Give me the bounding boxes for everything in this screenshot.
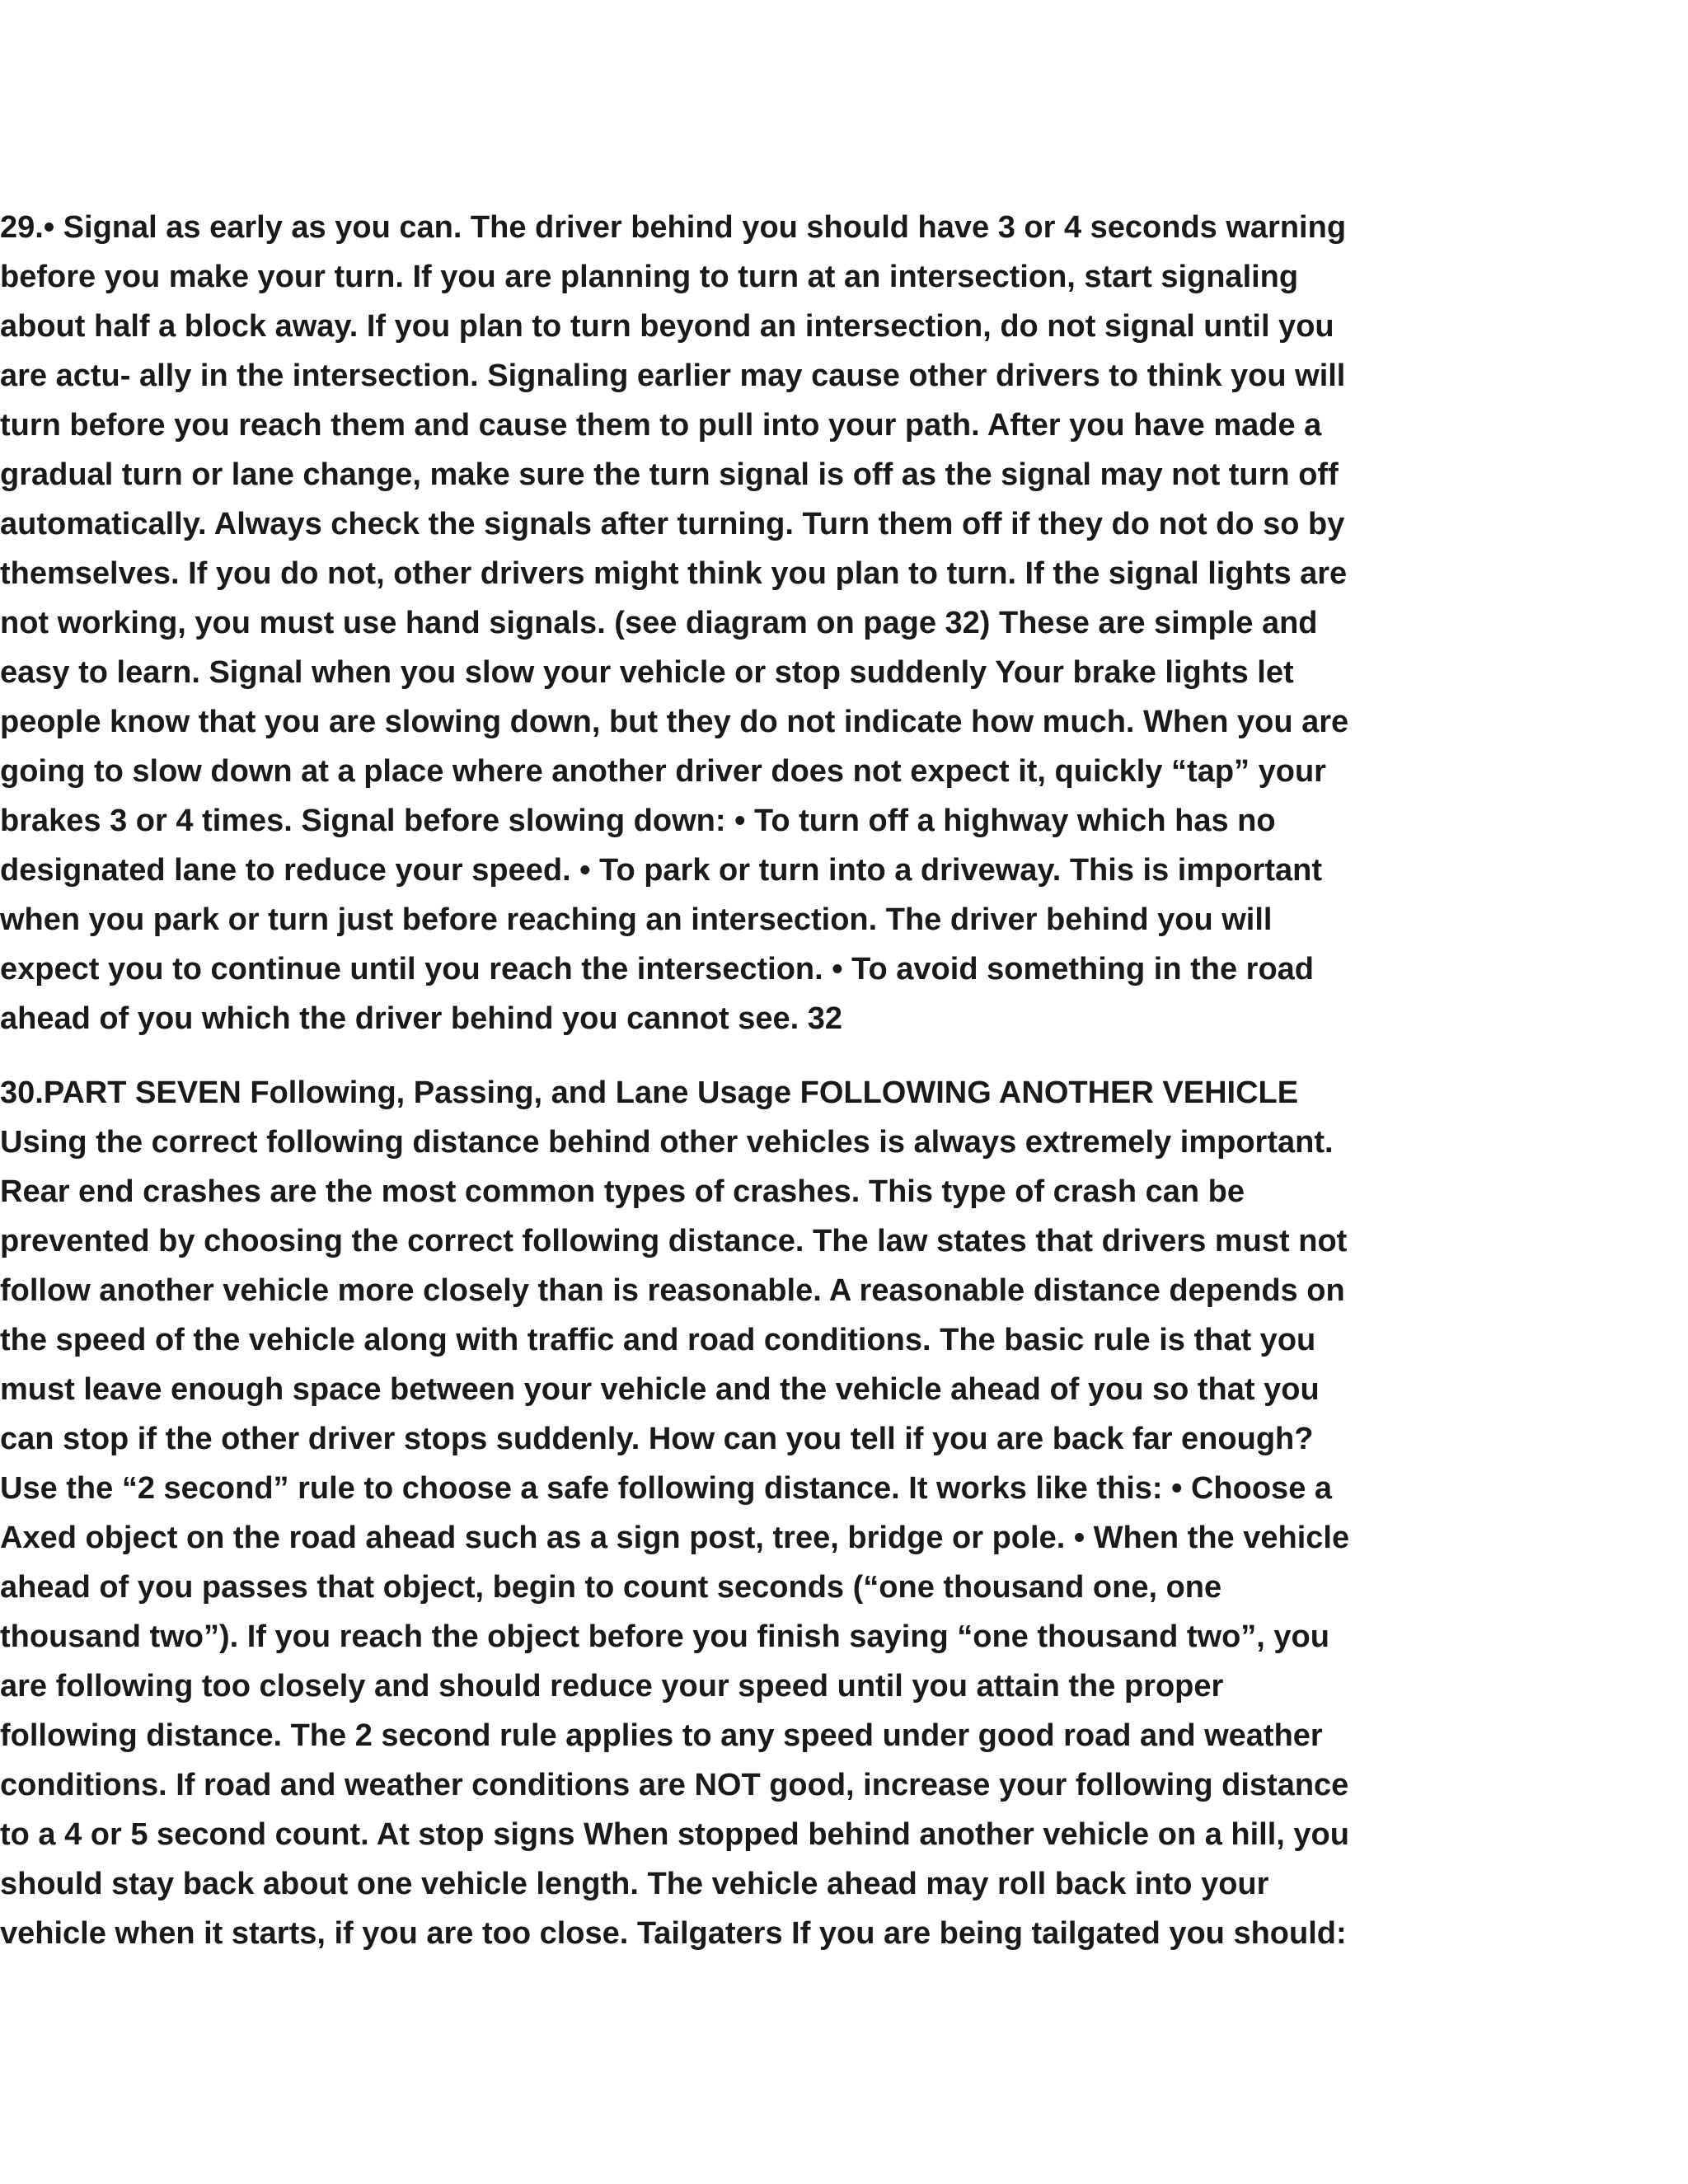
text-line: prevented by choosing the correct following distance. The law states that drivers must not [0, 1224, 1348, 1258]
text-line: follow another vehicle more closely than is reasonable. A reasonable distance depends on [0, 1273, 1345, 1308]
text-line: when you park or turn just before reaching an intersection. The driver behind you will [0, 902, 1273, 937]
text-line: brakes 3 or 4 times. Signal before slowing down: • To turn off a highway which has no [0, 804, 1276, 838]
text-line: people know that you are slowing down, but they do not indicate how much. When you are [0, 705, 1349, 739]
text-line: before you make your turn. If you are planning to turn at an intersection, start signaling [0, 260, 1299, 294]
text-line: ahead of you passes that object, begin to count seconds (“one thousand one, one [0, 1570, 1222, 1605]
paragraph-section-29 [0, 203, 1434, 1043]
text-line: turn before you reach them and cause them to pull into your path. After you have made a [0, 408, 1322, 443]
text-line: should stay back about one vehicle length. The vehicle ahead may roll back into your [0, 1867, 1269, 1901]
text-line: automatically. Always check the signals after turning. Turn them off if they do not do so by [0, 507, 1345, 541]
text-line: to a 4 or 5 second count. At stop signs When stopped behind another vehicle on a hill, you [0, 1817, 1349, 1852]
text-line: themselves. If you do not, other drivers might think you plan to turn. If the signal lights are [0, 556, 1348, 591]
text-line: Using the correct following distance behind other vehicles is always extremely important. [0, 1125, 1334, 1160]
text-line: Use the “2 second” rule to choose a safe following distance. It works like this: • Choose a [0, 1471, 1333, 1506]
text-line: following distance. The 2 second rule applies to any speed under good road and weather [0, 1718, 1323, 1753]
text-line: 30.PART SEVEN Following, Passing, and Lane Usage FOLLOWING ANOTHER VEHICLE [0, 1076, 1299, 1110]
text-line: conditions. If road and weather conditions are NOT good, increase your following distance [0, 1768, 1349, 1802]
text-line: not working, you must use hand signals. (see diagram on page 32) These are simple and [0, 606, 1318, 640]
text-line: vehicle when it starts, if you are too close. Tailgaters If you are being tailgated you should: [0, 1916, 1347, 1951]
text-line: going to slow down at a place where another driver does not expect it, quickly “tap” your [0, 754, 1326, 789]
text-line: easy to learn. Signal when you slow your vehicle or stop suddenly Your brake lights let [0, 655, 1294, 690]
text-line: can stop if the other driver stops suddenly. How can you tell if you are back far enough? [0, 1422, 1314, 1456]
text-line: Axed object on the road ahead such as a sign post, tree, bridge or pole. • When the vehicle [0, 1521, 1350, 1555]
text-line: 29.• Signal as early as you can. The driver behind you should have 3 or 4 seconds warning [0, 210, 1347, 245]
paragraph-section-30 [0, 1068, 1434, 1958]
text-line: expect you to continue until you reach the intersection. • To avoid something in the road [0, 952, 1314, 987]
text-line: thousand two”). If you reach the object before you finish saying “one thousand two”, you [0, 1619, 1329, 1654]
text-line: about half a block away. If you plan to turn beyond an intersection, do not signal until you [0, 309, 1334, 344]
text-line: are actu- ally in the intersection. Signaling earlier may cause other drivers to think you will [0, 359, 1346, 393]
text-line: Rear end crashes are the most common types of crashes. This type of crash can be [0, 1174, 1245, 1209]
text-line: ahead of you which the driver behind you cannot see. 32 [0, 1001, 842, 1036]
text-line: are following too closely and should reduce your speed until you attain the proper [0, 1669, 1224, 1704]
text-line: the speed of the vehicle along with traffic and road conditions. The basic rule is that you [0, 1323, 1316, 1357]
text-line: must leave enough space between your vehicle and the vehicle ahead of you so that you [0, 1372, 1320, 1407]
text-line: gradual turn or lane change, make sure the turn signal is off as the signal may not turn off [0, 457, 1339, 492]
text-line: designated lane to reduce your speed. • To park or turn into a driveway. This is important [0, 853, 1322, 888]
